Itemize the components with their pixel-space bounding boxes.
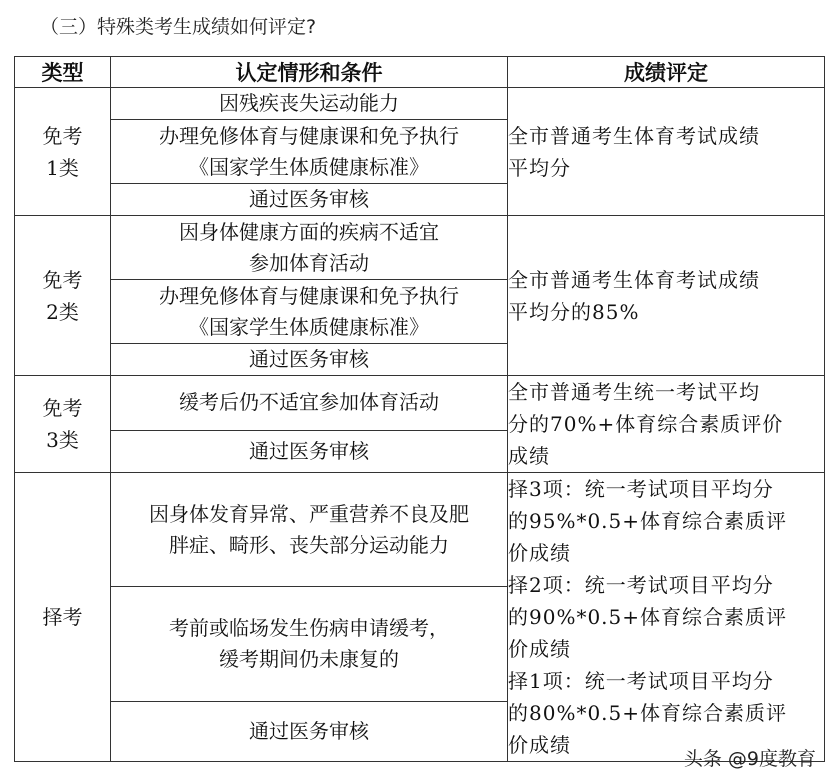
result-cell-exempt-3: 全市普通考生统一考试平均 分的70%+体育综合素质评价 成绩 <box>508 376 825 473</box>
table-row <box>15 88 825 120</box>
table-row <box>15 473 825 587</box>
table-row <box>15 376 825 431</box>
result-cell-elective: 择3项：统一考试项目平均分 的95%*0.5+体育综合素质评 价成绩 择2项：统一考试项目平均分 的90%*0.5+体育综合素质评 价成绩 择1项：统一考试项目平均分 的80%*0.5+体育综合素质评 价成绩 <box>508 473 825 762</box>
condition-cell: 通过医务审核 <box>111 184 508 216</box>
condition-cell: 因身体发育异常、严重营养不良及肥 胖症、畸形、丧失部分运动能力 <box>111 473 508 587</box>
type-cell-elective: 择考 <box>15 473 111 762</box>
type-cell-exempt-3: 免考 3类 <box>15 376 111 473</box>
condition-cell: 通过医务审核 <box>111 701 508 761</box>
condition-cell: 因身体健康方面的疾病不适宜 参加体育活动 <box>111 216 508 280</box>
condition-cell: 通过医务审核 <box>111 344 508 376</box>
type-cell-exempt-1: 免考 1类 <box>15 88 111 216</box>
score-rules-table <box>14 56 825 762</box>
header-result: 成绩评定 <box>508 57 825 88</box>
header-type: 类型 <box>15 57 111 88</box>
condition-cell: 缓考后仍不适宜参加体育活动 <box>111 376 508 431</box>
table-row <box>15 216 825 280</box>
type-cell-exempt-2: 免考 2类 <box>15 216 111 376</box>
table-header-row <box>15 57 825 88</box>
section-heading: （三）特殊类考生成绩如何评定? <box>40 16 317 38</box>
condition-cell: 通过医务审核 <box>111 430 508 472</box>
condition-cell: 考前或临场发生伤病申请缓考， 缓考期间仍未康复的 <box>111 587 508 701</box>
condition-cell: 因残疾丧失运动能力 <box>111 88 508 120</box>
result-cell-exempt-1: 全市普通考生体育考试成绩 平均分 <box>508 88 825 216</box>
result-cell-exempt-2: 全市普通考生体育考试成绩 平均分的85% <box>508 216 825 376</box>
condition-cell: 办理免修体育与健康课和免予执行 《国家学生体质健康标准》 <box>111 120 508 184</box>
source-watermark: 头条 @9度教育 <box>683 748 816 770</box>
condition-cell: 办理免修体育与健康课和免予执行 《国家学生体质健康标准》 <box>111 280 508 344</box>
header-conditions: 认定情形和条件 <box>111 57 508 88</box>
